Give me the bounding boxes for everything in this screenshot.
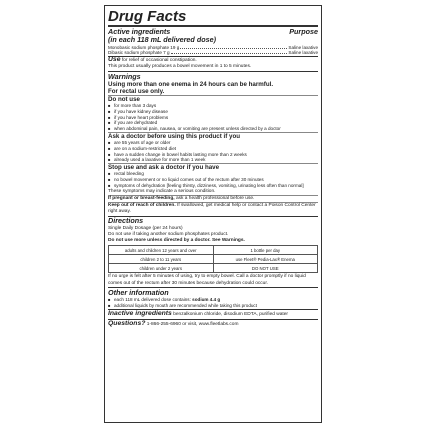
directions-section: Directions Single Daily Dosage (per 24 hours) Do not use if taking another sodium phosphates product. Do not use more unless directed by a doctor. See Warnings. adults and children 12 years and over 1 bottle per day children 2 to 11 years use Fleet® Pedia-Lax® Enema children under 2 years DO NOT USE If no urge is felt after 5 minutes of using, try to empty bowel. Call a doctor promptly if no liquid comes out of the rectum after 30 minutes because dehydration could occur. <box>108 217 318 289</box>
ingredient-row: Monobasic sodium phosphate 19 g Saline laxative <box>108 44 318 50</box>
active-ingredients-subheading: (in each 118 mL delivered dose) <box>108 35 216 44</box>
list-item: ■ are on a sodium-restricted diet <box>108 146 318 152</box>
dosage-table <box>108 245 318 273</box>
table-row: children 2 to 11 years use Fleet® Pedia-Lax® Enema <box>109 255 318 264</box>
purpose-heading: Purpose <box>289 26 318 36</box>
list-item: ■ additional liquids by mouth are recommended while taking this product <box>108 303 318 309</box>
list-item: ■ each 118 mL delivered dose contains: sodium 4.4 g <box>108 297 318 303</box>
list-item: ■ for more than 3 days <box>108 103 318 109</box>
stop-use-heading: Stop use and ask a doctor if you have <box>108 164 220 172</box>
do-not-use-heading: Do not use <box>108 96 140 103</box>
other-information-heading: Other information <box>108 287 169 297</box>
questions-heading: Questions? <box>108 319 146 327</box>
ask-doctor-heading: Ask a doctor before using this product if you <box>108 132 241 140</box>
ingredient-row: Dibasic sodium phosphate 7 g Saline laxative <box>108 49 318 55</box>
warnings-section: Warnings Using more than one enema in 24 hours can be harmful. For rectal use only. Do not use ■ for more than 3 days ■ if you have kidney disease ■ if you have heart problems ■ if you are dehydrated ■ when abdominal pain, nausea, or vomiting are present unless directed by a doctor Ask a doctor before using this product if you ■ are 55 years of age or older ■ are on a sodium-restricted diet ■ have a sudden change in bowel habits lasting more than 2 weeks ■ already used a laxative for more than 1 week Stop use and ask a doctor if you have ■ rectal bleeding ■ no bowel movement or no liquid comes out of the rectum after 30 minutes ■ symptoms of dehydration [feeling thirsty, dizziness, vomiting, urinating less often than normal] These symptoms may indicate a serious condition. If pregnant or breast-feeding, ask a health professional before use. Keep out of reach of children. If swallowed, get medical help or contact a Poison Control Center right away. <box>108 72 318 217</box>
directions-heading: Directions <box>108 216 144 226</box>
list-item: ■ if you have heart problems <box>108 115 318 121</box>
drug-facts-panel <box>104 5 322 423</box>
list-item: ■ symptoms of dehydration [feeling thirsty, dizziness, vomiting, urinating less often than normal] <box>108 183 318 189</box>
list-item: ■ if you are dehydrated <box>108 120 318 126</box>
warnings-heading: Warnings <box>108 71 141 81</box>
use-section: Use for relief of occasional constipation. This product usually produces a bowel movement in 1 to 5 minutes. <box>108 57 318 72</box>
list-item: ■ are 55 years of age or older <box>108 140 318 146</box>
use-heading: Use <box>108 56 121 64</box>
list-item: ■ have a sudden change in bowel habits lasting more than 2 weeks <box>108 152 318 158</box>
list-item: ■ when abdominal pain, nausea, or vomiting are present unless directed by a doctor <box>108 126 318 133</box>
drug-facts-title: Drug Facts <box>108 6 318 27</box>
other-information-section <box>108 288 318 310</box>
list-item: ■ already used a laxative for more than 1 week <box>108 157 318 164</box>
inactive-ingredients-heading: Inactive ingredients <box>108 309 172 317</box>
inactive-ingredients-section: Inactive ingredients benzalkonium chloride, disodium EDTA, purified water <box>108 310 318 319</box>
list-item: ■ if you have kidney disease <box>108 109 318 115</box>
active-ingredients-section <box>108 27 318 57</box>
questions-section <box>108 320 318 328</box>
list-item: ■ rectal bleeding <box>108 171 318 177</box>
active-ingredients-heading: Active ingredients <box>108 26 171 36</box>
table-row: adults and children 12 years and over 1 bottle per day <box>109 246 318 255</box>
list-item: ■ no bowel movement or no liquid comes out of the rectum after 30 minutes <box>108 177 318 183</box>
table-row: children under 2 years DO NOT USE <box>109 264 318 273</box>
questions-contact: 1-866-255-6960 or visit, www.fleetlabs.com <box>146 321 239 327</box>
